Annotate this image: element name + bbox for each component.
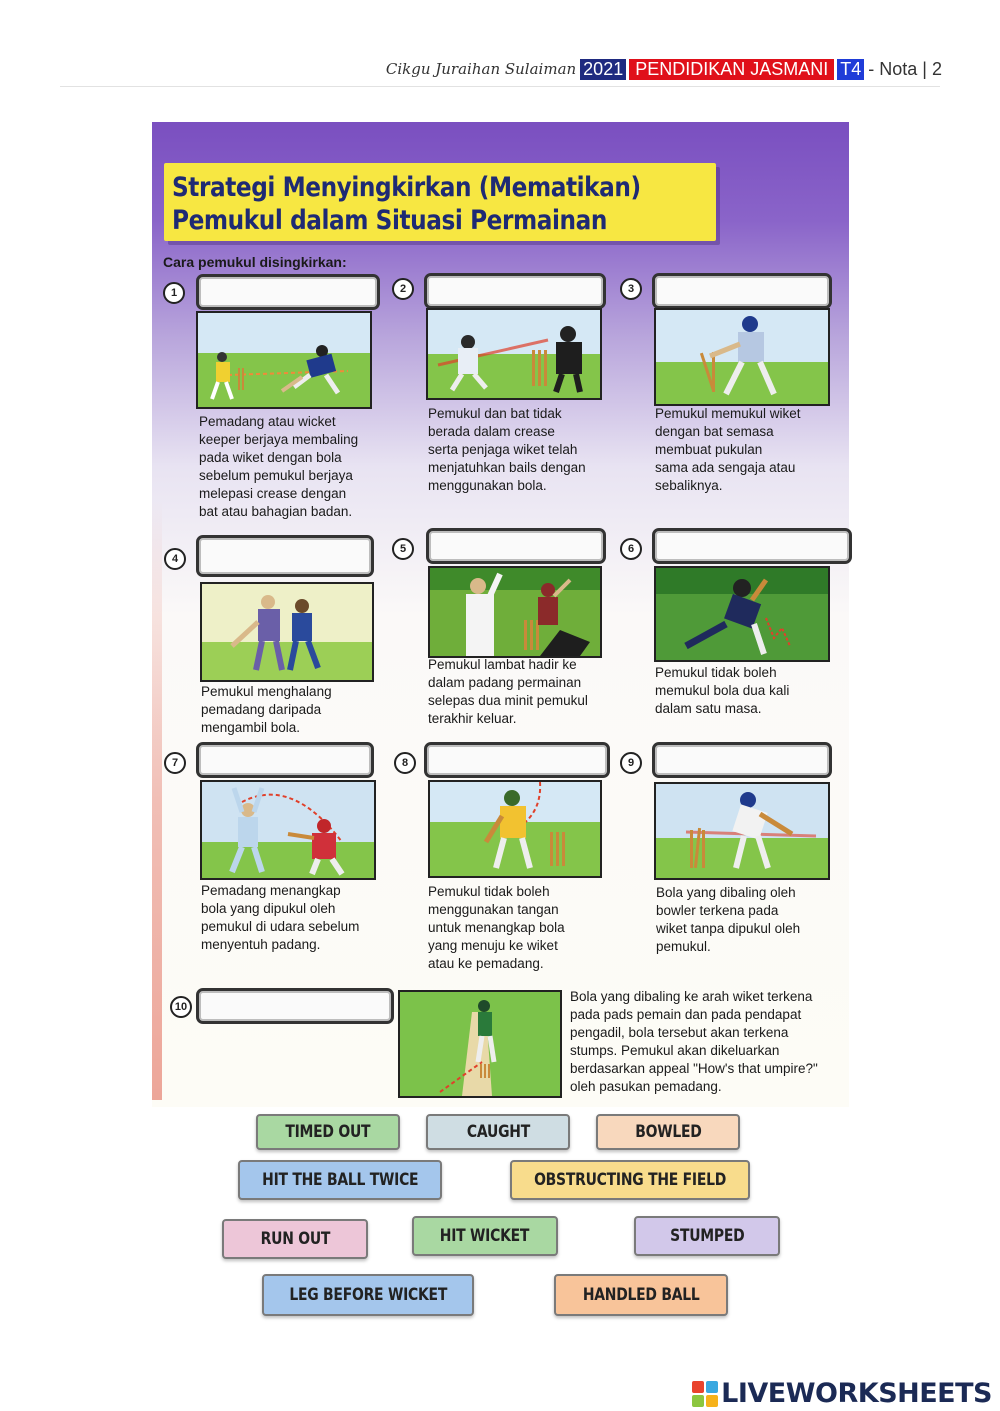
description-line: Bola yang dibaling ke arah wiket terkena [570, 989, 813, 1004]
page-label: - Nota | 2 [868, 58, 942, 79]
answer-option-timed-out[interactable] [256, 1114, 400, 1150]
description-line: pemukul. [656, 939, 711, 954]
header-divider [60, 86, 940, 87]
answer-drop-zone-10[interactable] [196, 988, 394, 1024]
item-description-3 [655, 405, 835, 495]
form-badge: T4 [837, 59, 864, 80]
worksheet-title-line2: Pemukul dalam Situasi Permainan [172, 205, 607, 236]
item-number: 6 [620, 538, 642, 560]
description-line: Pemadang atau wicket [199, 414, 336, 429]
illustration-hit-wicket [654, 308, 830, 406]
item-number: 3 [620, 278, 642, 300]
answer-drop-zone-4[interactable] [196, 535, 374, 577]
answer-label: RUN OUT [260, 1229, 330, 1249]
description-line: Pemukul tidak boleh [428, 884, 550, 899]
answer-option-run-out[interactable] [222, 1219, 368, 1259]
description-line: pemadang daripada [201, 702, 322, 717]
answer-option-leg-before-wicket[interactable] [262, 1274, 474, 1316]
description-line: menyentuh padang. [201, 937, 321, 952]
answer-label: HIT THE BALL TWICE [261, 1170, 419, 1190]
illustration-obstructing-field [200, 582, 374, 682]
answer-drop-zone-3[interactable] [652, 273, 832, 309]
description-line: Pemukul memukul wiket [655, 406, 801, 421]
description-line: menjatuhkan bails dengan [428, 460, 586, 475]
description-line: menggunakan bola. [428, 478, 547, 493]
description-line: berdasarkan appeal "How's that umpire?" [570, 1061, 818, 1076]
description-line: memukul bola dua kali [655, 683, 790, 698]
description-line: berada dalam crease [428, 424, 555, 439]
item-number: 2 [392, 278, 414, 300]
description-line: sama ada sengaja atau [655, 460, 796, 475]
answer-option-stumped[interactable] [634, 1216, 780, 1256]
description-line: terakhir keluar. [428, 711, 517, 726]
year-badge: 2021 [580, 59, 626, 80]
description-line: melepasi crease dengan [199, 486, 347, 501]
description-line: pemukul di udara sebelum [201, 919, 360, 934]
description-line: Pemukul tidak boleh [655, 665, 777, 680]
answer-label: TIMED OUT [285, 1122, 371, 1142]
illustration-handled-ball [428, 780, 602, 878]
description-line: bowler terkena pada [656, 903, 779, 918]
item-description-9 [656, 884, 838, 956]
description-line: stumps. Pemukul akan dikeluarkan [570, 1043, 780, 1058]
description-line: mengambil bola. [201, 720, 301, 735]
description-line: Pemukul menghalang [201, 684, 332, 699]
item-description-7 [201, 882, 385, 954]
description-line: dalam padang permainan [428, 675, 582, 690]
answer-drop-zone-7[interactable] [196, 742, 374, 778]
scan-edge [152, 500, 162, 1100]
illustration-stumped [426, 308, 602, 400]
description-line: pada wiket dengan bola [199, 450, 342, 465]
item-number: 1 [163, 282, 185, 304]
brand-name: LIVEWORKSHEETS [721, 1378, 992, 1409]
description-line: untuk menangkap bola [428, 920, 565, 935]
author-name: Cikgu Juraihan Sulaiman [385, 60, 577, 78]
liveworksheets-logo [692, 1378, 992, 1409]
illustration-bowled [654, 782, 830, 880]
item-number: 10 [170, 996, 192, 1018]
illustration-hit-ball-twice [654, 566, 830, 662]
item-description-8 [428, 883, 612, 973]
illustration-caught [200, 780, 376, 880]
answer-label: STUMPED [669, 1226, 745, 1246]
answer-drop-zone-2[interactable] [424, 273, 606, 309]
description-line: pengadil, bola tersebut akan terkena [570, 1025, 789, 1040]
item-description-2 [428, 405, 608, 495]
answer-option-hit-wicket[interactable] [412, 1216, 558, 1256]
answer-label: LEG BEFORE WICKET [289, 1285, 447, 1305]
illustration-run-out [196, 311, 372, 409]
answer-drop-zone-5[interactable] [426, 528, 606, 564]
description-line: bat atau bahagian badan. [199, 504, 353, 519]
illustration-timed-out [428, 566, 602, 658]
answer-label: CAUGHT [466, 1122, 530, 1142]
item-description-6 [655, 664, 837, 718]
page-header [386, 56, 942, 82]
answer-drop-zone-6[interactable] [652, 528, 852, 564]
item-number: 4 [164, 548, 186, 570]
answer-option-handled-ball[interactable] [554, 1274, 728, 1316]
description-line: Pemukul lambat hadir ke [428, 657, 577, 672]
item-number: 7 [164, 752, 186, 774]
description-line: pada pads pemain dan pada pendapat [570, 1007, 802, 1022]
description-line: Pemadang menangkap [201, 883, 341, 898]
answer-label: OBSTRUCTING THE FIELD [533, 1170, 727, 1190]
answer-label: BOWLED [634, 1122, 702, 1142]
answer-option-hit-the-ball-twice[interactable] [238, 1160, 442, 1200]
answer-drop-zone-1[interactable] [196, 274, 380, 310]
description-line: Pemukul dan bat tidak [428, 406, 562, 421]
description-line: yang menuju ke wiket [428, 938, 558, 953]
item-description-4 [201, 683, 381, 737]
description-line: oleh pasukan pemadang. [570, 1079, 722, 1094]
description-line: wiket tanpa dipukul oleh [656, 921, 801, 936]
subject-badge: PENDIDIKAN JASMANI [629, 59, 834, 80]
item-description-5 [428, 656, 608, 728]
item-description-10 [570, 988, 835, 1096]
answer-option-caught[interactable] [426, 1114, 570, 1150]
description-line: selepas dua minit pemukul [428, 693, 588, 708]
description-line: bola yang dipukul oleh [201, 901, 336, 916]
illustration-leg-before-wicket [398, 990, 562, 1098]
answer-drop-zone-8[interactable] [424, 742, 610, 778]
description-line: sebelum pemukul berjaya [199, 468, 353, 483]
item-number: 8 [394, 752, 416, 774]
answer-option-bowled[interactable] [596, 1114, 740, 1150]
description-line: keeper berjaya membaling [199, 432, 359, 447]
item-number: 9 [620, 752, 642, 774]
description-line: membuat pukulan [655, 442, 763, 457]
description-line: atau ke pemadang. [428, 956, 544, 971]
answer-drop-zone-9[interactable] [652, 742, 832, 778]
logo-mark-icon [692, 1381, 718, 1407]
description-line: Bola yang dibaling oleh [656, 885, 796, 900]
answer-label: HANDLED BALL [582, 1285, 700, 1305]
description-line: serta penjaga wiket telah [428, 442, 578, 457]
description-line: dengan bat semasa [655, 424, 774, 439]
description-line: menggunakan tangan [428, 902, 559, 917]
answer-label: HIT WICKET [440, 1226, 530, 1246]
description-line: dalam satu masa. [655, 701, 762, 716]
item-number: 5 [392, 538, 414, 560]
worksheet-title-line1: Strategi Menyingkirkan (Mematikan) [172, 172, 641, 203]
answer-option-obstructing-the-field[interactable] [510, 1160, 750, 1200]
description-line: sebaliknya. [655, 478, 723, 493]
item-description-1 [199, 413, 379, 521]
worksheet-subheading: Cara pemukul disingkirkan: [163, 254, 347, 270]
